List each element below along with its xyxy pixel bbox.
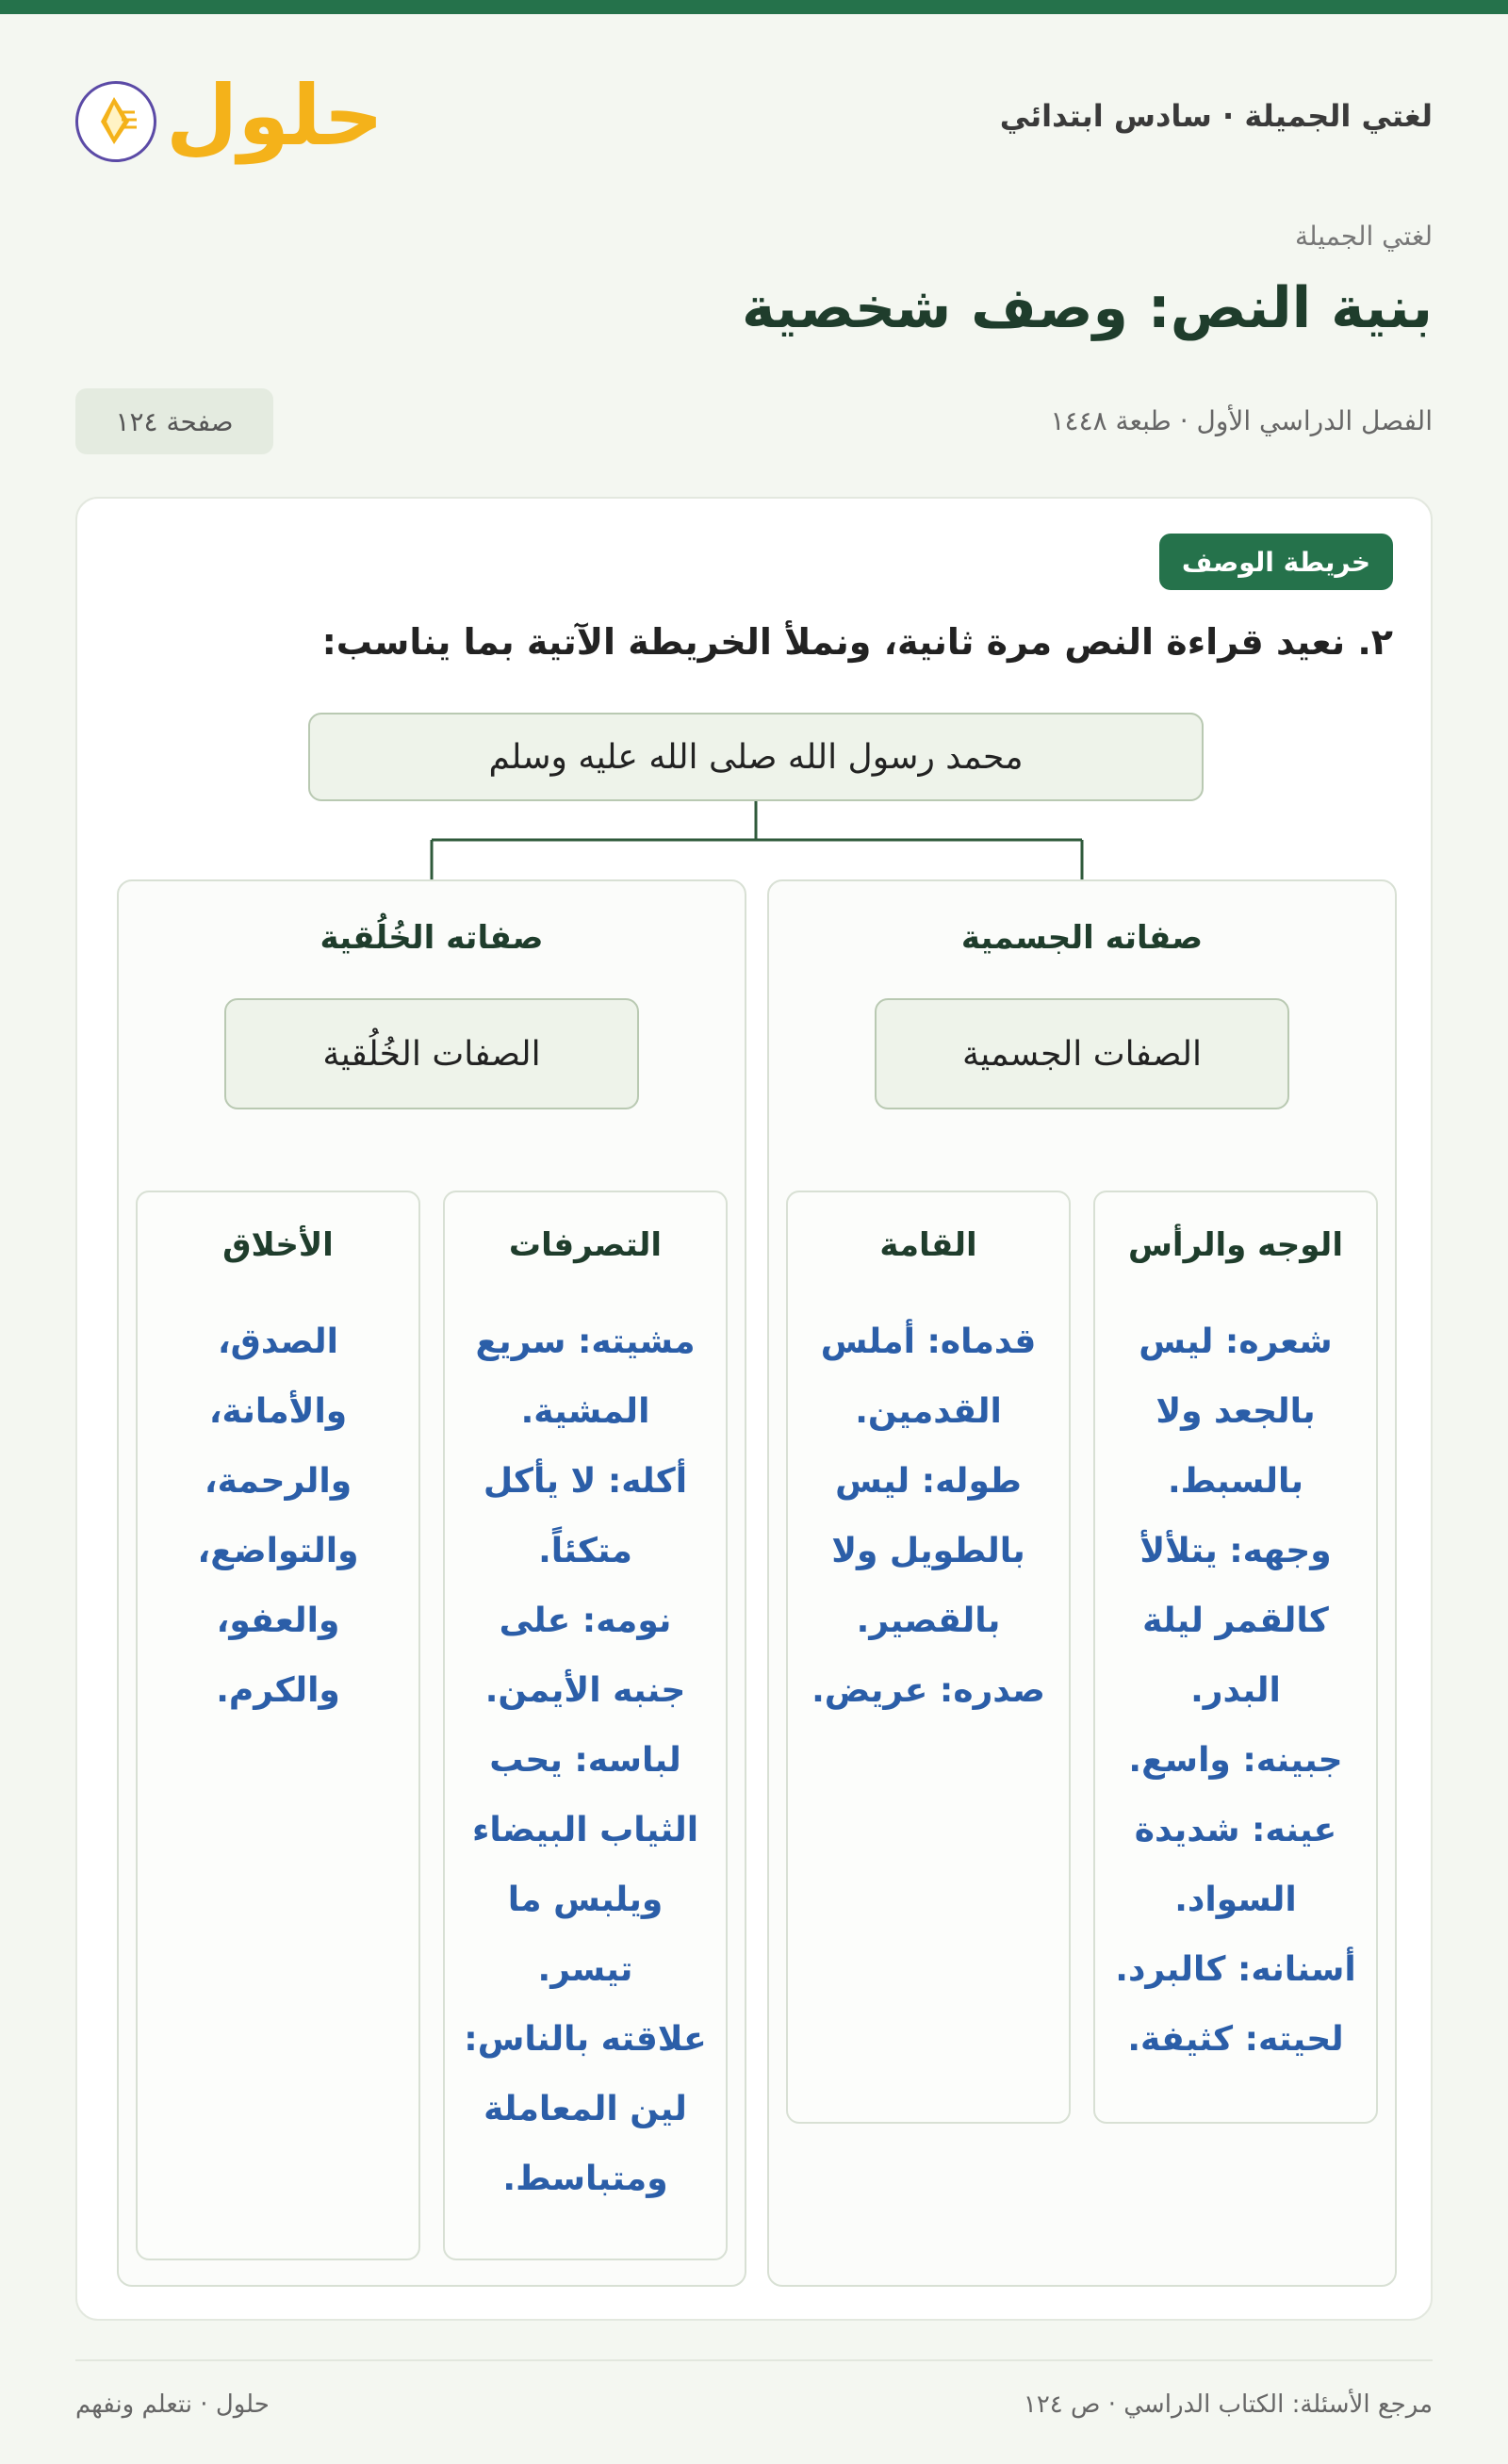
answer-line: مشيته: سريع xyxy=(475,1322,696,1361)
footer-divider xyxy=(75,2359,1433,2361)
answer-line: نومه: على xyxy=(499,1602,672,1640)
logo-emblem-icon xyxy=(75,81,156,162)
answer-line: الثياب البيضاء xyxy=(471,1811,699,1849)
answer-line: لحيته: كثيفة. xyxy=(1127,2020,1344,2059)
answer-line: ويلبس ما xyxy=(507,1881,664,1919)
answer-line: وجهه: يتلألأ xyxy=(1139,1532,1332,1570)
answer-line: كالقمر ليلة xyxy=(1142,1602,1329,1640)
answer-line: لين المعاملة xyxy=(484,2090,687,2128)
answer-line: جنبه الأيمن. xyxy=(484,1671,686,1710)
answer-line: الصدق، xyxy=(218,1322,338,1361)
answer-line: تيسر. xyxy=(537,1950,633,1989)
answer-line: بالجعد ولا xyxy=(1156,1392,1316,1431)
root-node: محمد رسول الله صلى الله عليه وسلم xyxy=(308,713,1204,801)
brand-text: لغتي الجميلة · سادس ابتدائي xyxy=(999,98,1433,134)
conduct-title: التصرفات xyxy=(508,1226,663,1264)
question-text: ٢. نعيد قراءة النص مرة ثانية، ونملأ الخريطة الآتية بما يناسب: xyxy=(321,621,1393,663)
subject-label: لغتي الجميلة xyxy=(1294,221,1433,252)
page-number-badge: صفحة ١٢٤ xyxy=(75,388,273,454)
answer-line: المشية. xyxy=(520,1392,650,1431)
edition-meta: الفصل الدراسي الأول · طبعة ١٤٤٨ xyxy=(1050,405,1433,436)
stature-leaf xyxy=(786,1191,1071,2124)
answer-line: لباسه: يحب xyxy=(489,1741,681,1780)
top-accent-bar xyxy=(0,0,1508,14)
description-map-card xyxy=(75,497,1433,2321)
answer-line: عينه: شديدة xyxy=(1134,1811,1337,1849)
answer-line: قدماه: أملس xyxy=(820,1322,1037,1361)
answer-line: القدمين. xyxy=(855,1392,1002,1431)
answer-line: ومتباسط. xyxy=(502,2160,668,2198)
face-head-answers xyxy=(1110,1307,1361,2075)
answer-line: جبينه: واسع. xyxy=(1128,1741,1343,1780)
answer-line: أكله: لا يأكل xyxy=(483,1462,688,1501)
face-head-title: الوجه والرأس xyxy=(1128,1226,1343,1264)
physical-traits-node: الصفات الجسمية xyxy=(875,998,1289,1109)
answer-line: البدر. xyxy=(1190,1671,1281,1710)
answer-line: والرحمة، xyxy=(204,1462,352,1501)
answer-line: شعره: ليس xyxy=(1139,1322,1333,1361)
footer-tagline: حلول · نتعلم ونفهم xyxy=(75,2390,270,2419)
answer-line: السواد. xyxy=(1174,1881,1297,1919)
answer-line: بالسبط. xyxy=(1167,1462,1304,1501)
footer-reference: مرجع الأسئلة: الكتاب الدراسي · ص ١٢٤ xyxy=(1023,2390,1433,2419)
ethics-leaf xyxy=(136,1191,420,2260)
ethics-title: الأخلاق xyxy=(222,1226,334,1264)
answer-line: والأمانة، xyxy=(208,1392,348,1431)
conduct-answers xyxy=(460,1307,711,2214)
answer-line: علاقته بالناس: xyxy=(464,2020,707,2059)
answer-line: بالطويل ولا xyxy=(831,1532,1025,1570)
stature-answers xyxy=(803,1307,1054,1726)
answer-line: صدره: عريض. xyxy=(811,1671,1045,1710)
face-head-leaf xyxy=(1093,1191,1378,2124)
moral-traits-title: صفاته الخُلُقية xyxy=(320,919,544,957)
answer-line: بالقصير. xyxy=(856,1602,1001,1640)
conduct-leaf xyxy=(443,1191,728,2260)
moral-traits-node: الصفات الخُلُقية xyxy=(224,998,639,1109)
section-tag: خريطة الوصف xyxy=(1159,534,1393,590)
ethics-answers xyxy=(153,1307,403,1726)
answer-line: والتواضع، xyxy=(197,1532,359,1570)
logo-word: حلول xyxy=(166,67,384,164)
answer-line: والعفو، والكرم. xyxy=(216,1602,340,1710)
answer-line: أسنانه: كالبرد. xyxy=(1115,1950,1356,1989)
physical-traits-title: صفاته الجسمية xyxy=(960,919,1204,957)
logo xyxy=(75,64,384,168)
answer-line: طوله: ليس xyxy=(835,1462,1022,1501)
stature-title: القامة xyxy=(879,1226,977,1264)
answer-line: متكئاً. xyxy=(538,1532,632,1570)
page-title: بنية النص: وصف شخصية xyxy=(742,275,1433,341)
